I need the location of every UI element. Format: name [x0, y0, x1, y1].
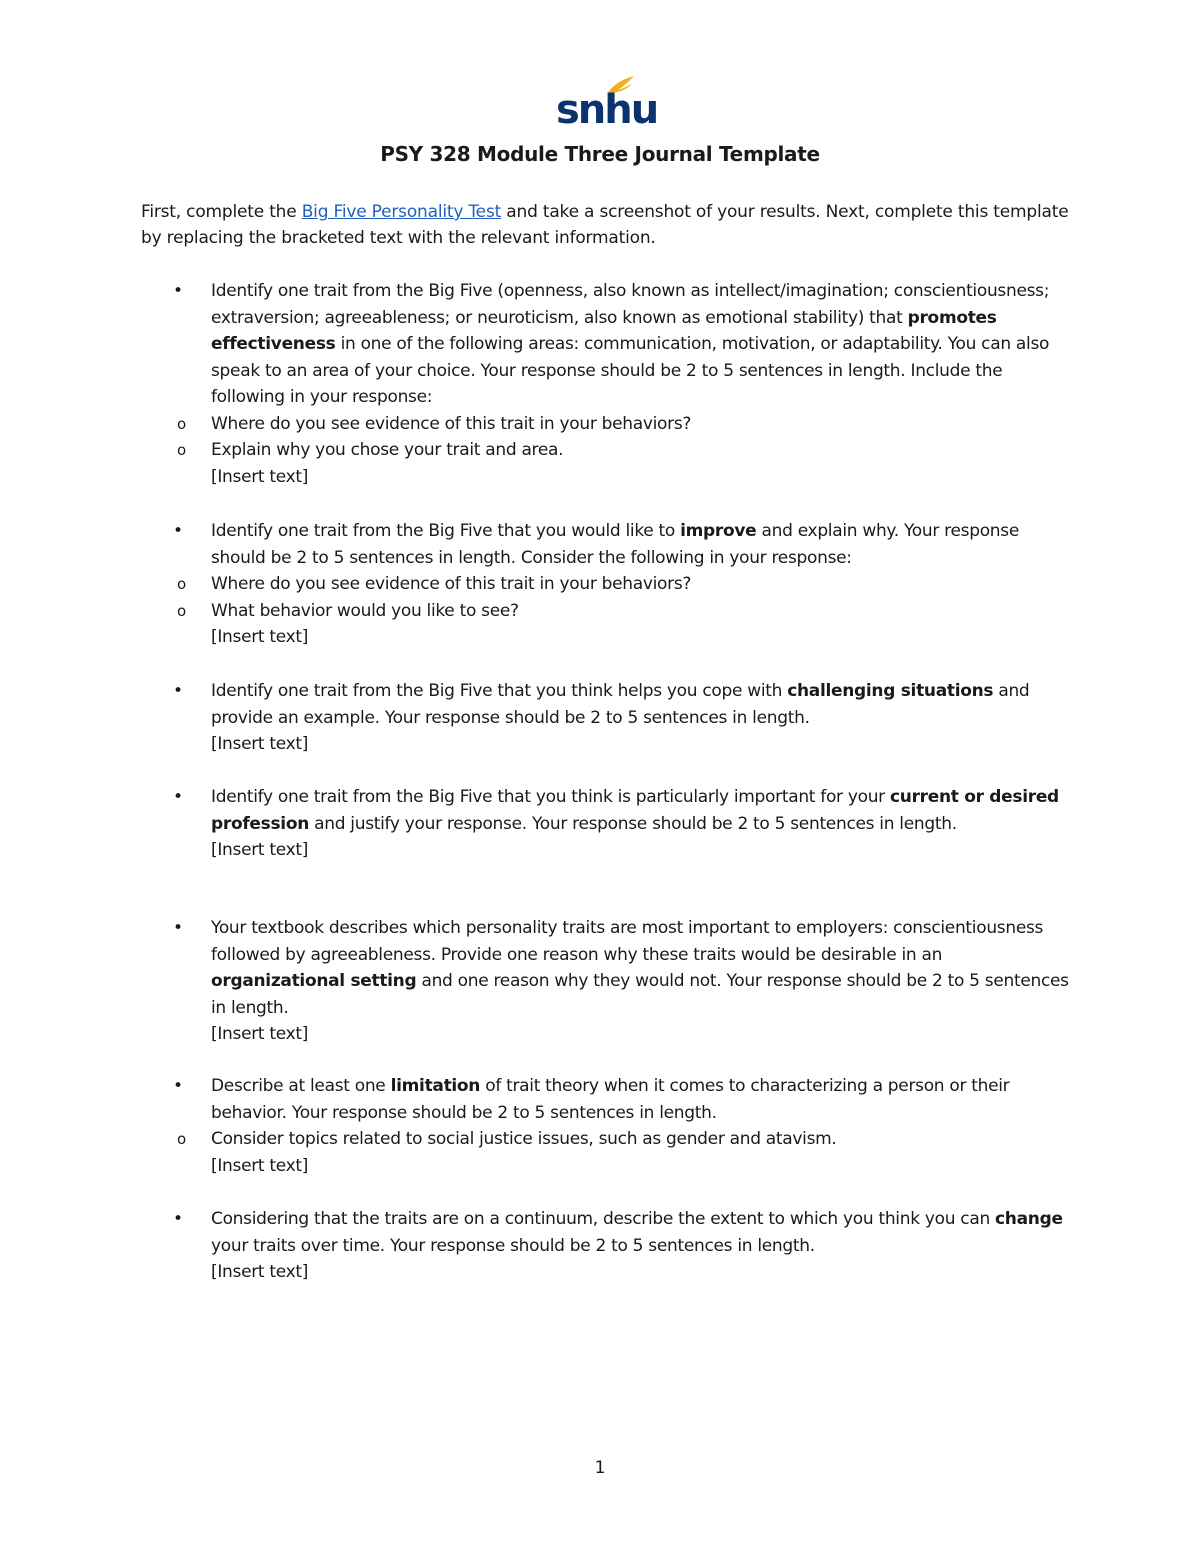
sub-bullet-icon: o	[177, 575, 186, 593]
bullet-icon: •	[173, 1076, 183, 1096]
page-number: 1	[594, 1458, 606, 1478]
item-text	[211, 518, 1071, 571]
item-text-part: Identify one trait from the Big Five that you think helps you cope with	[211, 681, 788, 701]
item-text	[211, 784, 1071, 837]
item-text	[211, 1206, 1071, 1259]
item-text-part: and justify your response. Your response should be 2 to 5 sentences in length.	[309, 813, 957, 834]
insert-text-placeholder[interactable]: [Insert text]	[211, 1155, 309, 1176]
item-text-part: in one of the following areas: communication, motivation, or adaptability. You can also speak to an area of your choice. Your response should be 2 to 5 sentences in length. Include the following in your response:	[211, 334, 1050, 407]
item-text-part: and provide an example. Your response should be 2 to 5 sentences in length.	[211, 681, 1030, 728]
item-text-part: Your textbook describes which personality traits are most important to employers: conscientiousness followed by agreeableness. Provide one reason why these traits would be desirable in an	[211, 918, 1044, 965]
intro-text-after: and take a screenshot of your results. Next, complete this template by replacing the bracketed text with the relevant information.	[141, 202, 1069, 248]
insert-text-placeholder[interactable]: [Insert text]	[211, 466, 309, 487]
bullet-icon: •	[173, 787, 183, 807]
insert-text-placeholder[interactable]: [Insert text]	[211, 1024, 309, 1044]
sub-bullet-icon: o	[177, 601, 186, 620]
list-item	[141, 518, 1071, 651]
item-text	[211, 278, 1071, 411]
sub-item-text: Consider topics related to social justice issues, such as gender and atavism.	[211, 1129, 837, 1149]
item-bold-phrase: organizational setting	[211, 971, 417, 991]
item-text	[211, 1073, 1071, 1126]
list-item	[141, 678, 1071, 758]
item-text-part: of trait theory when it comes to characterizing a person or their behavior. Your response should be 2 to 5 sentences in length.	[211, 1076, 1010, 1123]
item-bold-phrase: challenging situations	[787, 681, 994, 701]
big-five-test-link[interactable]: Big Five Personality Test	[301, 202, 502, 222]
item-text-part: Describe at least one	[211, 1076, 391, 1096]
sub-bullet-icon: o	[177, 414, 186, 433]
item-bold-phrase: improve	[680, 521, 757, 541]
list-item	[141, 915, 1071, 1048]
sub-list-item	[177, 411, 1071, 438]
item-text	[211, 915, 1071, 1021]
sub-list-item	[177, 598, 1071, 625]
sub-list-item	[177, 571, 1071, 598]
item-text-part: Identify one trait from the Big Five (openness, also known as intellect/imagination; conscientiousness; extraversion; agreeableness; or neuroticism, also known as emotional stability) that	[211, 281, 1050, 328]
insert-text-placeholder[interactable]: [Insert text]	[211, 734, 309, 754]
sub-bullet-icon: o	[177, 441, 186, 459]
item-text-part: Identify one trait from the Big Five that you think is particularly important for your	[211, 787, 890, 807]
item-bold-phrase: change	[995, 1209, 1063, 1229]
sub-item-text: Where do you see evidence of this trait in your behaviors?	[211, 574, 692, 594]
item-bold-phrase: promotes effectiveness	[211, 307, 997, 354]
item-text-part: your traits over time. Your response should be 2 to 5 sentences in length.	[211, 1235, 815, 1256]
item-text-part: and explain why. Your response should be 2 to 5 sentences in length. Consider the following in your response:	[211, 521, 1019, 568]
item-text-part: and one reason why they would not. Your response should be 2 to 5 sentences in length.	[211, 971, 1069, 1018]
page-title: PSY 328 Module Three Journal Template	[380, 142, 820, 166]
bullet-icon: •	[173, 521, 183, 541]
sub-bullet-icon: o	[177, 1130, 186, 1148]
sub-item-text: Where do you see evidence of this trait in your behaviors?	[211, 413, 692, 434]
list-item	[141, 1206, 1071, 1286]
intro-text-before: First, complete the	[141, 202, 302, 222]
insert-text-placeholder[interactable]: [Insert text]	[211, 840, 309, 860]
logo-wordmark: snhu	[556, 87, 658, 133]
bullet-icon: •	[173, 281, 183, 301]
sub-item-text: Explain why you chose your trait and area.	[211, 440, 564, 460]
item-text-part: Considering that the traits are on a continuum, describe the extent to which you think you can	[211, 1209, 996, 1229]
list-item	[141, 784, 1071, 864]
item-bold-phrase: limitation	[390, 1076, 481, 1096]
list-item	[141, 278, 1071, 490]
item-text-part: Identify one trait from the Big Five that you would like to	[211, 521, 681, 541]
item-text	[211, 678, 1071, 731]
insert-text-placeholder[interactable]: [Insert text]	[211, 1262, 309, 1282]
bullet-icon: •	[173, 1209, 183, 1229]
list-item	[141, 1073, 1071, 1179]
bullet-icon: •	[173, 918, 183, 938]
sub-list-item	[177, 1126, 1071, 1153]
snhu-logo	[556, 74, 658, 134]
bullet-icon: •	[173, 681, 183, 701]
sub-list-item	[177, 437, 1071, 464]
intro-paragraph	[141, 199, 1071, 251]
sub-item-text: What behavior would you like to see?	[211, 600, 519, 621]
item-bold-phrase: current or desired profession	[211, 787, 1059, 834]
insert-text-placeholder[interactable]: [Insert text]	[211, 627, 309, 647]
